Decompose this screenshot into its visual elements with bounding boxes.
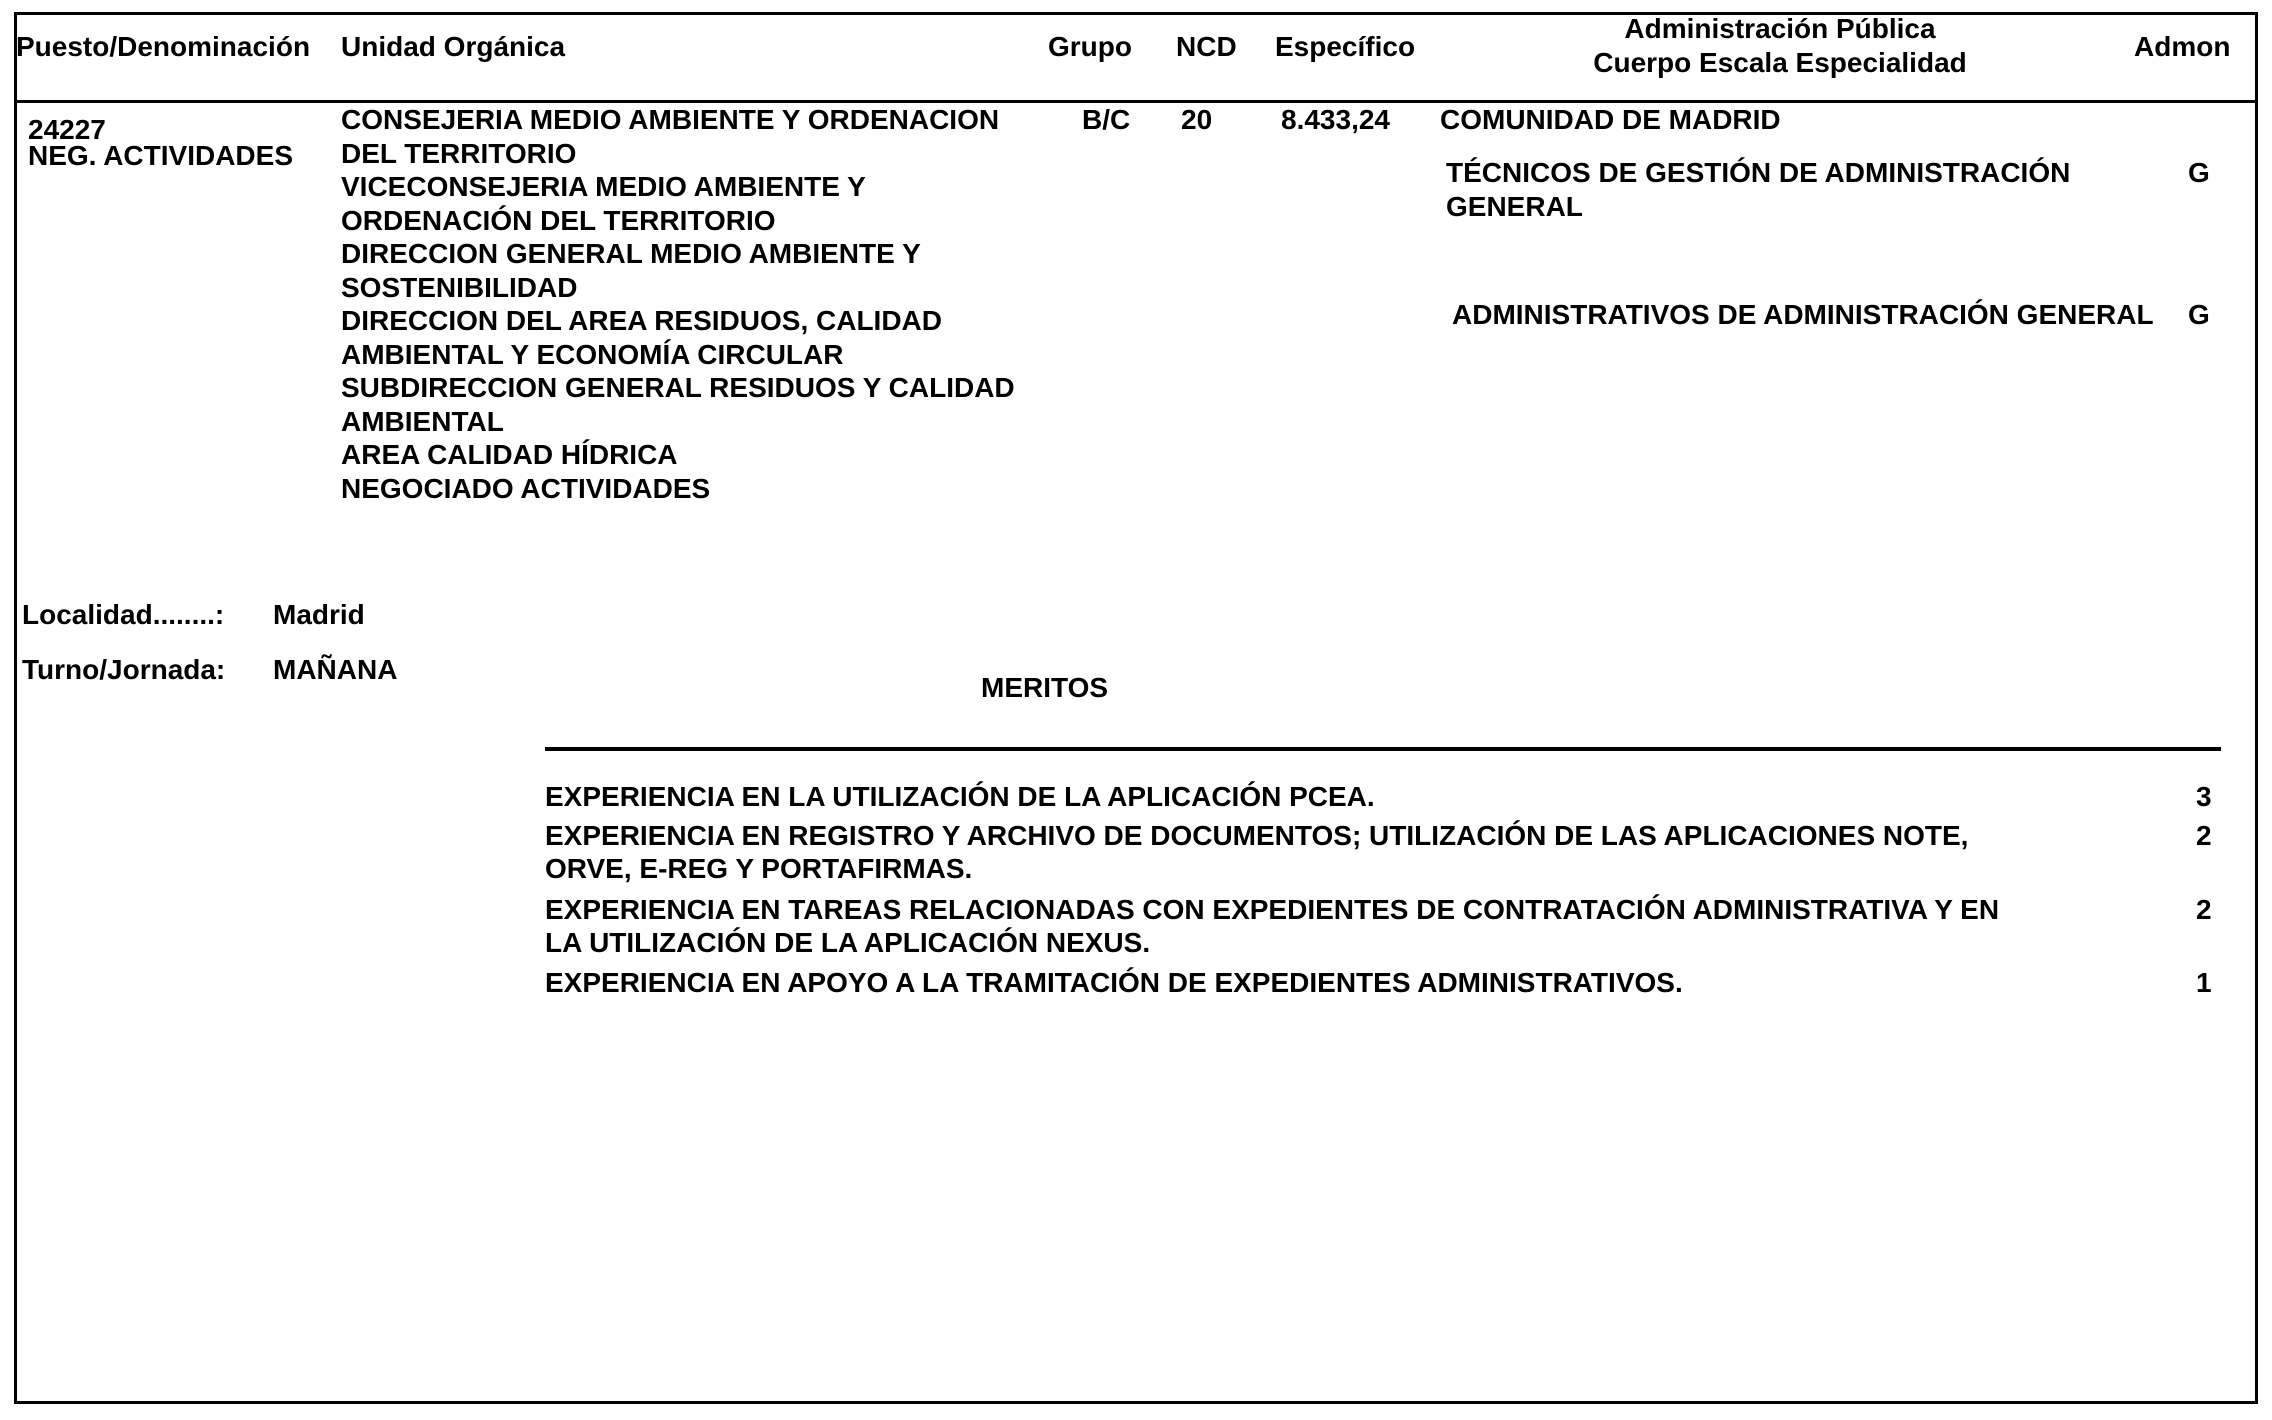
merit-line: EXPERIENCIA EN TAREAS RELACIONADAS CON EXPEDIENTES DE CONTRATACIÓN ADMINISTRATIVA Y EN bbox=[545, 894, 2000, 925]
position-name: NEG. ACTIVIDADES bbox=[28, 140, 293, 171]
position-code: 24227 bbox=[28, 114, 106, 145]
header-especifico: Específico bbox=[1275, 31, 1416, 62]
turno-value: MAÑANA bbox=[273, 654, 398, 685]
unit-line: DIRECCION GENERAL MEDIO AMBIENTE Y bbox=[341, 238, 921, 269]
unit-line: VICECONSEJERIA MEDIO AMBIENTE Y bbox=[341, 171, 866, 202]
header-admin-publica: Administración Pública bbox=[1624, 13, 1936, 44]
header-ncd: NCD bbox=[1176, 31, 1237, 62]
unit-line: AMBIENTAL bbox=[341, 405, 504, 437]
cuerpo-admon: G bbox=[2188, 157, 2210, 188]
cuerpo-line: GENERAL bbox=[1446, 190, 1583, 222]
merit-line: ORVE, E-REG Y PORTAFIRMAS. bbox=[545, 853, 973, 884]
merit-item bbox=[545, 780, 1375, 813]
cuerpo-entry bbox=[1446, 156, 2070, 223]
merit-points: 1 bbox=[2196, 967, 2212, 998]
merits-divider bbox=[545, 747, 2221, 751]
merit-points: 2 bbox=[2196, 894, 2212, 925]
header-grupo: Grupo bbox=[1048, 31, 1132, 62]
unit-line: NEGOCIADO ACTIVIDADES bbox=[341, 472, 711, 504]
merit-line: EXPERIENCIA EN LA UTILIZACIÓN DE LA APLICACIÓN PCEA. bbox=[545, 781, 1375, 812]
merit-line: LA UTILIZACIÓN DE LA APLICACIÓN NEXUS. bbox=[545, 927, 1151, 958]
unit-line: AMBIENTAL Y ECONOMÍA CIRCULAR bbox=[341, 338, 844, 370]
localidad-value: Madrid bbox=[273, 599, 365, 630]
merit-line: EXPERIENCIA EN REGISTRO Y ARCHIVO DE DOCUMENTOS; UTILIZACIÓN DE LAS APLICACIONES NOTE, bbox=[545, 820, 1969, 851]
unit-line: DIRECCION DEL AREA RESIDUOS, CALIDAD bbox=[341, 305, 943, 336]
merit-item bbox=[545, 819, 1968, 885]
merit-item bbox=[545, 893, 1999, 959]
position-administracion: COMUNIDAD DE MADRID bbox=[1440, 104, 1781, 135]
cuerpo-entry bbox=[1452, 298, 2154, 332]
unit-line: ORDENACIÓN DEL TERRITORIO bbox=[341, 204, 776, 236]
position-especifico: 8.433,24 bbox=[1281, 104, 1390, 135]
unit-hierarchy bbox=[341, 103, 1015, 505]
merit-points: 2 bbox=[2196, 820, 2212, 851]
merit-item bbox=[545, 966, 1683, 999]
unit-line: SOSTENIBILIDAD bbox=[341, 271, 578, 303]
merits-title: MERITOS bbox=[981, 672, 1109, 703]
cuerpo-line: TÉCNICOS DE GESTIÓN DE ADMINISTRACIÓN bbox=[1446, 157, 2071, 188]
header-cuerpo-escala: Cuerpo Escala Especialidad bbox=[1593, 47, 1967, 78]
localidad-label: Localidad........: bbox=[22, 599, 225, 630]
turno-label: Turno/Jornada: bbox=[22, 654, 226, 685]
header-unidad: Unidad Orgánica bbox=[341, 31, 566, 62]
position-ncd: 20 bbox=[1181, 104, 1213, 135]
merit-points: 3 bbox=[2196, 781, 2212, 812]
unit-line: DEL TERRITORIO bbox=[341, 137, 577, 169]
unit-line: CONSEJERIA MEDIO AMBIENTE Y ORDENACION bbox=[341, 104, 1000, 135]
header-puesto: Puesto/Denominación bbox=[16, 31, 311, 62]
cuerpo-line: ADMINISTRATIVOS DE ADMINISTRACIÓN GENERAL bbox=[1452, 299, 2154, 330]
cuerpo-admon: G bbox=[2188, 299, 2210, 330]
header-admon: Admon bbox=[2134, 31, 2231, 62]
unit-line: AREA CALIDAD HÍDRICA bbox=[341, 439, 678, 470]
merit-line: EXPERIENCIA EN APOYO A LA TRAMITACIÓN DE EXPEDIENTES ADMINISTRATIVOS. bbox=[545, 967, 1683, 998]
position-grupo: B/C bbox=[1082, 104, 1131, 135]
unit-line: SUBDIRECCION GENERAL RESIDUOS Y CALIDAD bbox=[341, 372, 1015, 403]
